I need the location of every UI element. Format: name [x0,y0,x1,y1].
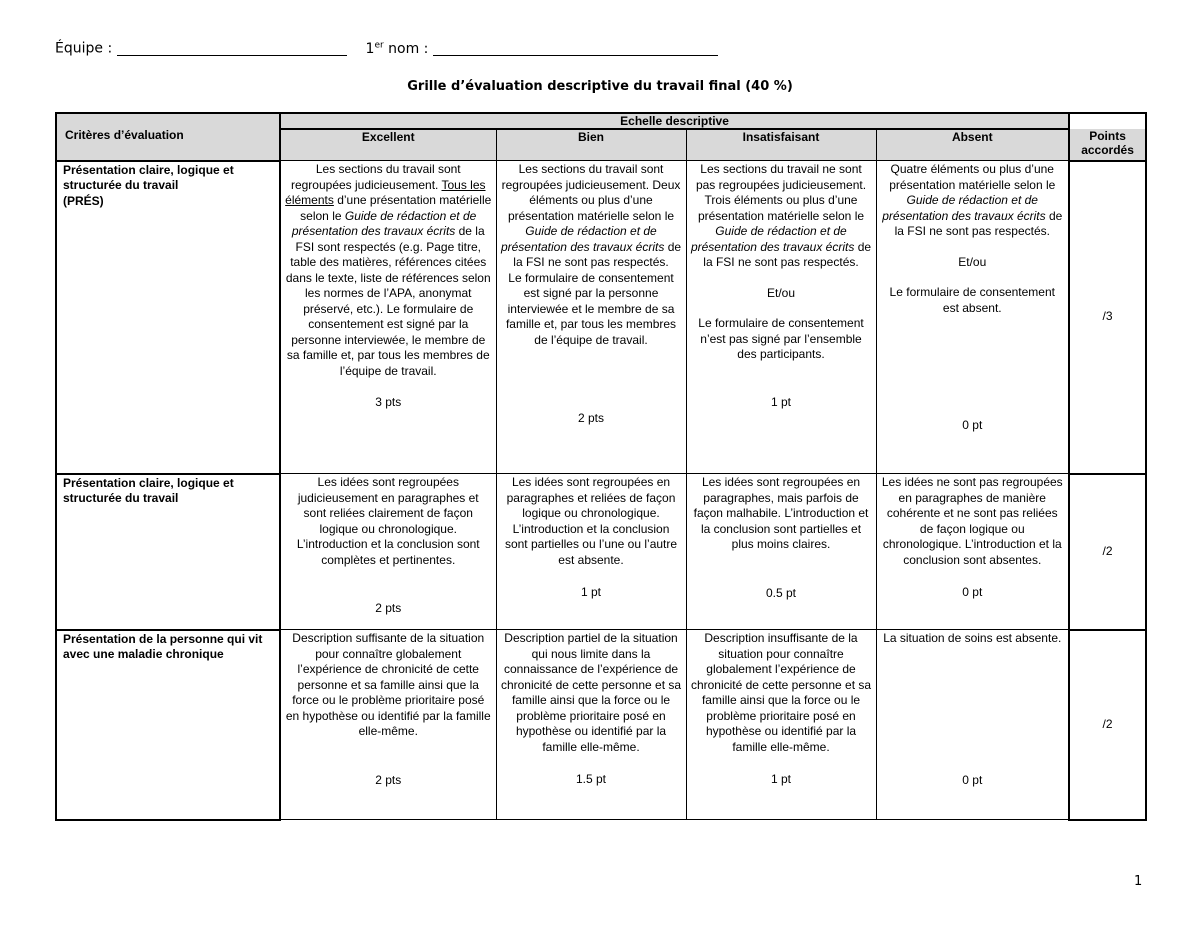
criteria-header: Critères d’évaluation [56,113,280,161]
team-label: Équipe : [55,40,113,57]
header-fields [55,40,718,57]
bien-cell: Les idées sont regroupées en paragraphes et reliées de façon logique ou chronologique. L’introduction et la conclusion sont partielles ou l’une ou l’autre est absente. 1 pt [496,474,686,630]
score-label: 1 pt [770,394,791,409]
page-title: Grille d’évaluation descriptive du travail final (40 %) [407,79,793,94]
points-cell[interactable]: /3 [1069,161,1146,474]
absent-cell: La situation de soins est absente. 0 pt [876,630,1069,820]
level-bien: Bien [496,129,686,161]
score-label: 2 pts [577,411,604,425]
insatisfaisant-cell: Les idées sont regroupées en paragraphes, mais parfois de façon malhabile. L’introduction et la conclusion sont partielles et plus moins claires. 0.5 pt [686,474,876,630]
insatisfaisant-cell: Les sections du travail ne sont pas regroupées judicieusement. Trois éléments ou plus d’une présentation matérielle selon le Guide de rédaction et de présentation des travaux écrits de la FSI ne sont pas respectés. Et/ou Le formulaire de consentement n’est pas signé par l’ensemble des participants. 1 pt [686,161,876,474]
points-cell[interactable]: /2 [1069,474,1146,630]
excellent-cell: Les idées sont regroupées judicieusement en paragraphes et sont reliées clairement de façon logique ou chronologique. L’introduction et la conclusion sont complètes et pertinentes. 2 pts [280,474,496,630]
table-row [56,161,1146,474]
table-row [56,474,1146,630]
score-label: 1 pt [770,772,791,786]
score-label: 2 pts [375,601,402,615]
score-label: 2 pts [375,772,402,787]
bien-cell: Les sections du travail sont regroupées judicieusement. Deux éléments ou plus d’une présentation matérielle selon le Guide de rédaction et de présentation des travaux écrits de la FSI ne sont pas respectés. Le formulaire de consentement est signé par la personne interviewée et le membre de sa famille et, par tous les membres de l’équipe de travail. 2 pts [496,161,686,474]
level-insatisfaisant: Insatisfaisant [686,129,876,161]
name-label: 1er nom : [365,40,429,57]
bien-cell: Description partiel de la situation qui nous limite dans la connaissance de l’expérience de chronicité de cette personne et sa famille ainsi que la force ou le problème prioritaire posé en hypothèse ou identifié par la famille elle-même. 1.5 pt [496,630,686,820]
excellent-cell: Les sections du travail sont regroupées judicieusement. Tous les éléments d’une présentation matérielle selon le Guide de rédaction et de présentation des travaux écrits de la FSI sont respectés (e.g. Page titre, table des matières, références citées dans le texte, liste de références selon les normes de l’APA, anonymat préservé, etc.). Le formulaire de consentement est signé par la personne interviewée, le membre de sa famille et, par tous les membres de l’équipe de travail. 3 pts [280,161,496,474]
points-header-top [1069,113,1146,129]
points-header: Points accordés [1069,129,1146,161]
absent-cell: Quatre éléments ou plus d’une présentation matérielle selon le Guide de rédaction et de présentation des travaux écrits de la FSI ne sont pas respectés. Et/ou Le formulaire de consentement est absent. 0 pt [876,161,1069,474]
table-row [56,630,1146,820]
score-label: 1.5 pt [575,772,607,786]
name-field[interactable] [433,41,718,56]
absent-cell: Les idées ne sont pas regroupées en paragraphes de manière cohérente et ne sont pas reliées de façon logique ou chronologique. L’introduction et la conclusion sont absentes. 0 pt [876,474,1069,630]
level-excellent: Excellent [280,129,496,161]
level-absent: Absent [876,129,1069,161]
excellent-cell: Description suffisante de la situation pour connaître globalement l’expérience de chronicité de cette personne et sa famille ainsi que la force ou le problème prioritaire posé en hypothèse ou identifié par la famille elle-même. 2 pts [280,630,496,820]
score-label: 3 pts [375,395,402,409]
points-cell[interactable]: /2 [1069,630,1146,820]
criterion-cell: Présentation claire, logique et structurée du travail (PRÉS) [56,161,280,474]
score-label: 0 pt [962,772,983,787]
score-label: 0.5 pt [765,585,797,600]
evaluation-grid [55,112,1147,821]
page-number: 1 [1134,874,1143,889]
insatisfaisant-cell: Description insuffisante de la situation pour connaître globalement l’expérience de chronicité de cette personne et sa famille ainsi que la force ou le problème prioritaire posé en hypothèse ou identifié par la famille elle-même. 1 pt [686,630,876,820]
criterion-cell: Présentation claire, logique et structurée du travail [56,474,280,630]
score-label: 0 pt [962,418,983,432]
score-label: 1 pt [580,585,601,599]
team-field[interactable] [117,41,347,56]
criterion-cell: Présentation de la personne qui vit avec une maladie chronique [56,630,280,820]
score-label: 0 pt [962,585,983,599]
scale-header: Echelle descriptive [280,113,1069,129]
